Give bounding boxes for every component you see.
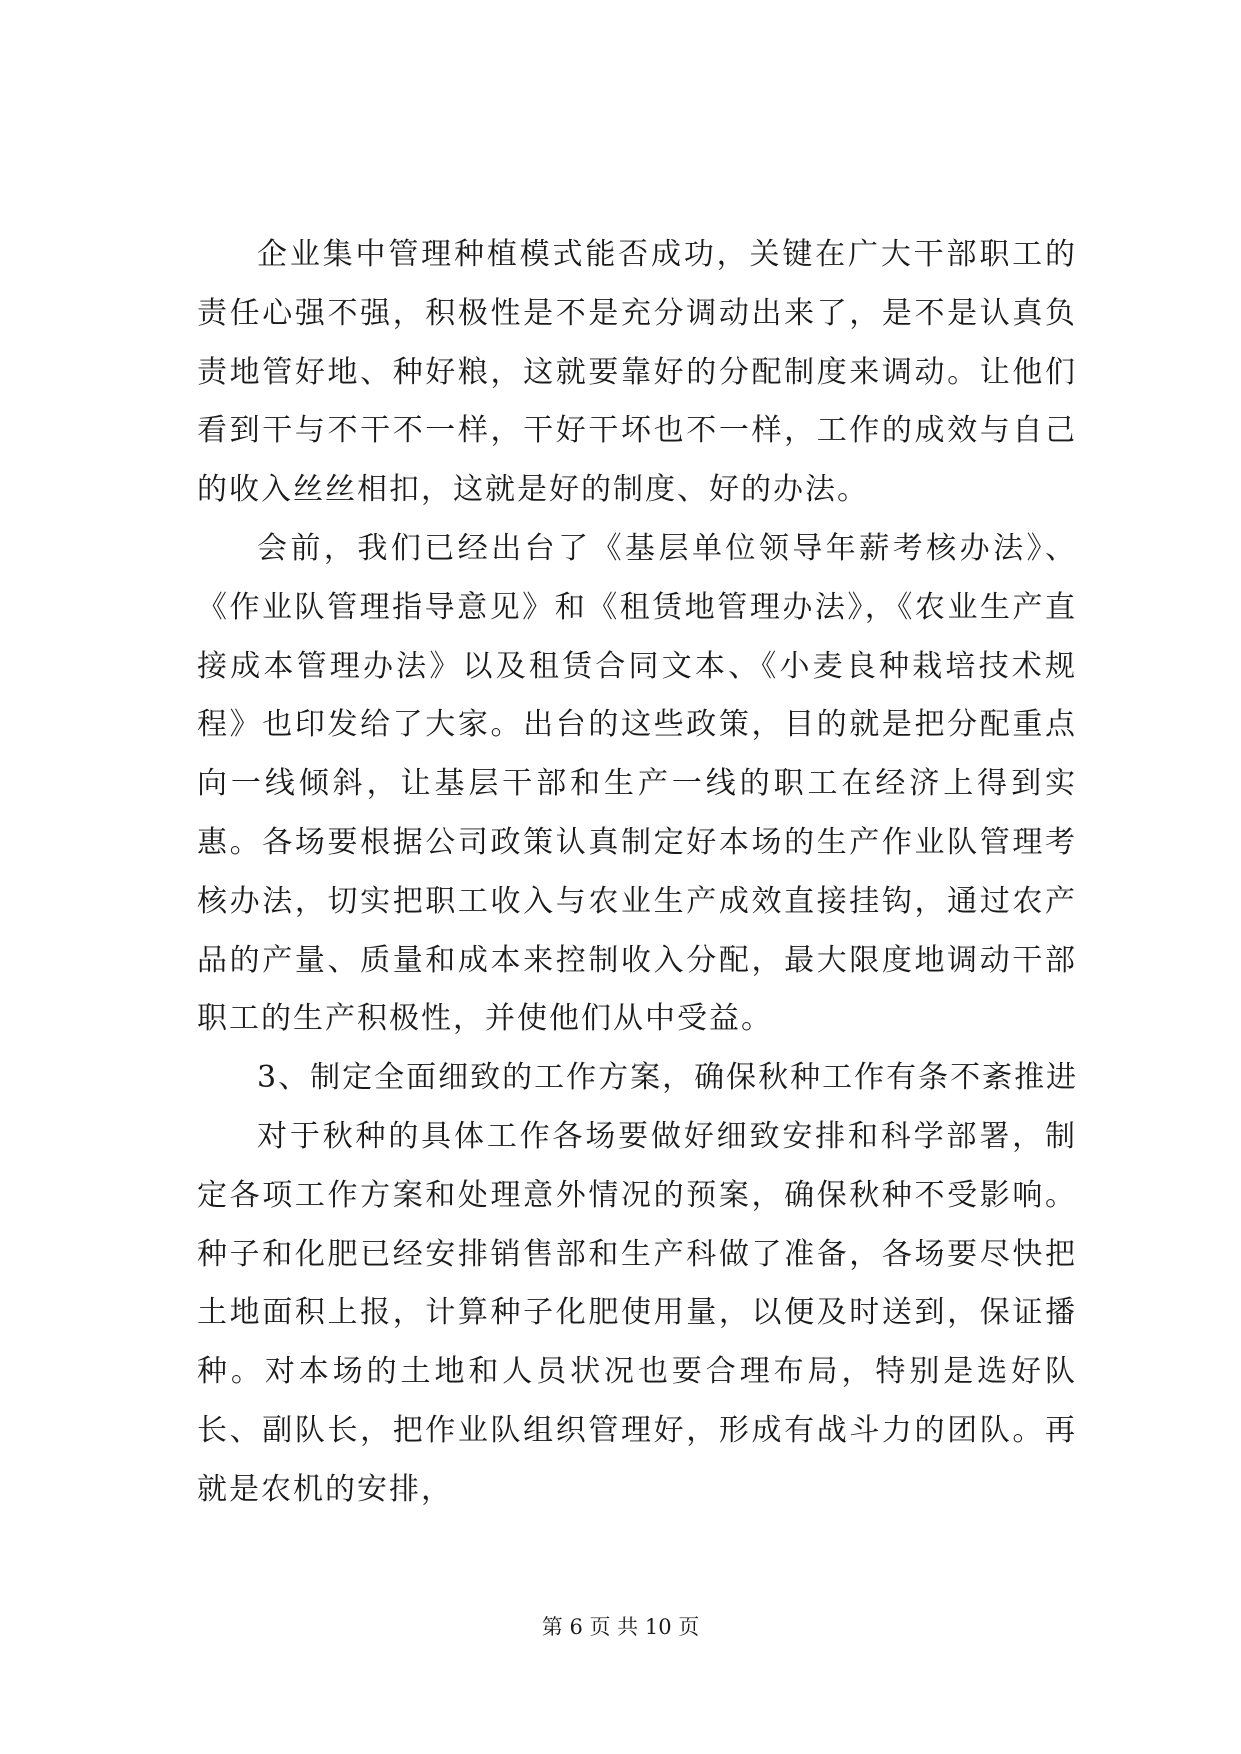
paragraph-work-plan: 对于秋种的具体工作各场要做好细致安排和科学部署，制定各项工作方案和处理意外情况的预案，确保秋种不受影响。种子和化肥已经安排销售部和生产科做了准备，各场要尽快把土地面积上报，计算种子化肥使用量，以便及时送到，保证播种。对本场的土地和人员状况也要合理布局，特别是选好队长、副队长，把作业队组织管理好，形成有战斗力的团队。再就是农机的安排， — [197, 1118, 1077, 1507]
page-number: 第 6 页 共 10 页 — [541, 1615, 700, 1639]
paragraph-distribution-system: 企业集中管理种植模式能否成功，关键在广大干部职工的责任心强不强，积极性是不是充分调动出来了，是不是认真负责地管好地、种好粮，这就要靠好的分配制度来调动。让他们看到干与不干不一样，干好干坏也不一样，工作的成效与自己的收入丝丝相扣，这就是好的制度、好的办法。 — [197, 237, 1077, 508]
paragraph-policies: 会前，我们已经出台了《基层单位领导年薪考核办法》、《作业队管理指导意见》和《租赁地管理办法》，《农业生产直接成本管理办法》以及租赁合同文本、《小麦良种栽培技术规程》也印发给了大家。出台的这些政策，目的就是把分配重点向一线倾斜，让基层干部和生产一线的职工在经济上得到实惠。各场要根据公司政策认真制定好本场的生产作业队管理考核办法，切实把职工收入与农业生产成效直接挂钩，通过农产品的产量、质量和成本来控制收入分配，最大限度地调动干部职工的生产积极性，并使他们从中受益。 — [197, 530, 1077, 1037]
page-footer — [0, 1613, 1241, 1641]
document-body — [197, 226, 1077, 1520]
section-heading: 3、制定全面细致的工作方案，确保秋种工作有条不紊推进 — [257, 1060, 1079, 1096]
